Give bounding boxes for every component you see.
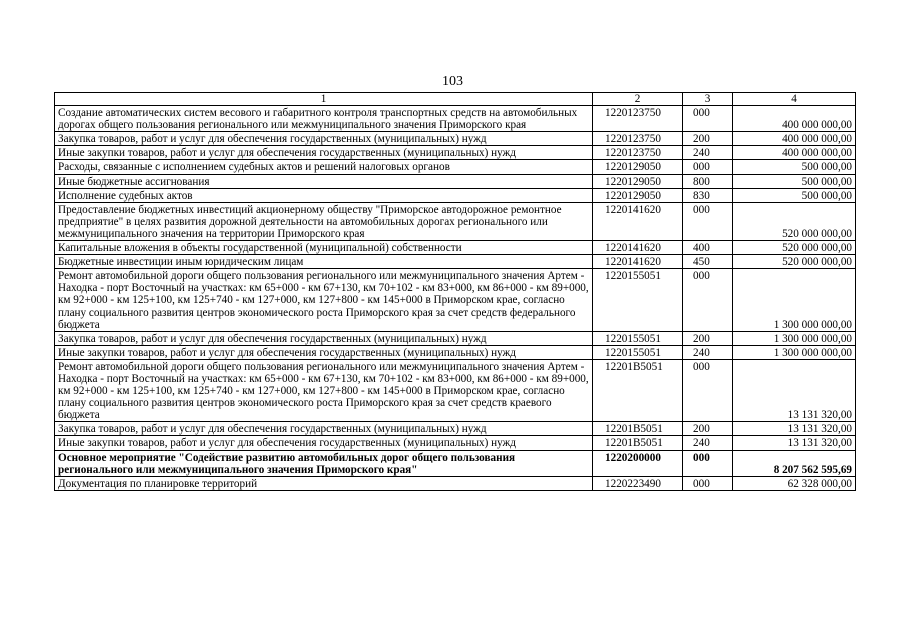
table-header-row <box>55 93 856 106</box>
row-type-cell: 200 <box>683 331 733 345</box>
budget-table-body <box>55 93 856 491</box>
row-name-cell: Исполнение судебных актов <box>55 188 593 202</box>
row-type-cell: 000 <box>683 106 733 132</box>
row-name-cell: Создание автоматических систем весового и габаритного контроля транспортных средств на автомобильных дорогах общего пользования регионального или межмуниципального значения Приморского края <box>55 106 593 132</box>
row-code-cell: 1220223490 <box>593 476 683 490</box>
row-amount-cell: 1 300 000 000,00 <box>733 345 856 359</box>
row-name-cell: Бюджетные инвестиции иным юридическим лицам <box>55 255 593 269</box>
row-type-cell: 830 <box>683 188 733 202</box>
row-amount-cell: 400 000 000,00 <box>733 106 856 132</box>
table-row <box>55 146 856 160</box>
row-type-cell: 240 <box>683 146 733 160</box>
row-code-cell: 12201В5051 <box>593 359 683 421</box>
table-row <box>55 132 856 146</box>
row-code-cell: 1220155051 <box>593 331 683 345</box>
row-name-cell: Расходы, связанные с исполнением судебных актов и решений налоговых органов <box>55 160 593 174</box>
row-amount-cell: 13 131 320,00 <box>733 436 856 450</box>
header-cell-col3: 3 <box>683 93 733 106</box>
row-name-cell: Ремонт автомобильной дороги общего пользования регионального или межмуниципального значения Артем - Находка - порт Восточный на участках: км 65+000 - км 67+130, км 70+102 - км 83+000, км 86+000 - км 89+000, км 92+000 - км 125+100, км 125+740 - км 127+000, км 127+800 - км 145+000 в Приморском крае, согласно плану социального развития центров экономического роста Приморского края за счет средств федерального бюджета <box>55 269 593 331</box>
table-row <box>55 331 856 345</box>
table-row <box>55 188 856 202</box>
row-amount-cell: 520 000 000,00 <box>733 241 856 255</box>
row-type-cell: 000 <box>683 202 733 240</box>
row-name-cell: Иные бюджетные ассигнования <box>55 174 593 188</box>
row-code-cell: 1220123750 <box>593 132 683 146</box>
row-amount-cell: 500 000,00 <box>733 188 856 202</box>
row-type-cell: 240 <box>683 345 733 359</box>
table-row <box>55 359 856 421</box>
row-name-cell: Иные закупки товаров, работ и услуг для обеспечения государственных (муниципальных) нужд <box>55 146 593 160</box>
row-type-cell: 200 <box>683 422 733 436</box>
row-name-cell: Документация по планировке территорий <box>55 476 593 490</box>
row-amount-cell: 1 300 000 000,00 <box>733 331 856 345</box>
row-type-cell: 000 <box>683 359 733 421</box>
row-code-cell: 1220155051 <box>593 269 683 331</box>
row-code-cell: 1220129050 <box>593 188 683 202</box>
row-name-cell: Закупка товаров, работ и услуг для обеспечения государственных (муниципальных) нужд <box>55 331 593 345</box>
header-cell-col4: 4 <box>733 93 856 106</box>
table-row <box>55 436 856 450</box>
row-name-cell: Иные закупки товаров, работ и услуг для обеспечения государственных (муниципальных) нужд <box>55 345 593 359</box>
table-row <box>55 345 856 359</box>
table-row <box>55 422 856 436</box>
row-code-cell: 1220129050 <box>593 174 683 188</box>
row-code-cell: 1220155051 <box>593 345 683 359</box>
table-row <box>55 202 856 240</box>
budget-table <box>54 92 856 491</box>
row-code-cell: 1220123750 <box>593 106 683 132</box>
header-cell-col1: 1 <box>55 93 593 106</box>
row-name-cell: Ремонт автомобильной дороги общего пользования регионального или межмуниципального значения Артем - Находка - порт Восточный на участках: км 65+000 - км 67+130, км 70+102 - км 83+000, км 86+000 - км 89+000, км 92+000 - км 125+100, км 125+740 - км 127+000, км 127+800 - км 145+000 в Приморском крае, согласно плану социального развития центров экономического роста Приморского края за счет средств краевого бюджета <box>55 359 593 421</box>
table-row <box>55 106 856 132</box>
row-type-cell: 400 <box>683 241 733 255</box>
row-amount-cell: 500 000,00 <box>733 160 856 174</box>
row-name-cell: Закупка товаров, работ и услуг для обеспечения государственных (муниципальных) нужд <box>55 422 593 436</box>
row-name-cell: Капитальные вложения в объекты государственной (муниципальной) собственности <box>55 241 593 255</box>
row-code-cell: 12201В5051 <box>593 436 683 450</box>
row-amount-cell: 8 207 562 595,69 <box>733 450 856 476</box>
row-type-cell: 000 <box>683 476 733 490</box>
row-type-cell: 450 <box>683 255 733 269</box>
row-code-cell: 1220200000 <box>593 450 683 476</box>
row-name-cell: Иные закупки товаров, работ и услуг для обеспечения государственных (муниципальных) нужд <box>55 436 593 450</box>
row-amount-cell: 520 000 000,00 <box>733 255 856 269</box>
table-row <box>55 476 856 490</box>
table-row <box>55 269 856 331</box>
row-amount-cell: 13 131 320,00 <box>733 422 856 436</box>
row-code-cell: 1220141620 <box>593 255 683 269</box>
row-code-cell: 1220141620 <box>593 202 683 240</box>
row-name-cell: Основное мероприятие "Содействие развитию автомобильных дорог общего пользования регионального или межмуниципального значения Приморского края" <box>55 450 593 476</box>
table-row <box>55 255 856 269</box>
table-row <box>55 174 856 188</box>
header-cell-col2: 2 <box>593 93 683 106</box>
row-name-cell: Предоставление бюджетных инвестиций акционерному обществу "Приморское автодорожное ремонтное предприятие" в целях развития дорожной деятельности на автомобильных дорогах регионального или межмуниципального значения на территории Приморского края <box>55 202 593 240</box>
row-amount-cell: 13 131 320,00 <box>733 359 856 421</box>
row-code-cell: 1220129050 <box>593 160 683 174</box>
row-amount-cell: 500 000,00 <box>733 174 856 188</box>
row-type-cell: 240 <box>683 436 733 450</box>
row-amount-cell: 400 000 000,00 <box>733 146 856 160</box>
row-type-cell: 200 <box>683 132 733 146</box>
row-amount-cell: 520 000 000,00 <box>733 202 856 240</box>
row-name-cell: Закупка товаров, работ и услуг для обеспечения государственных (муниципальных) нужд <box>55 132 593 146</box>
row-type-cell: 800 <box>683 174 733 188</box>
table-row <box>55 450 856 476</box>
row-code-cell: 1220141620 <box>593 241 683 255</box>
row-type-cell: 000 <box>683 450 733 476</box>
table-row <box>55 160 856 174</box>
row-code-cell: 1220123750 <box>593 146 683 160</box>
row-amount-cell: 400 000 000,00 <box>733 132 856 146</box>
row-amount-cell: 1 300 000 000,00 <box>733 269 856 331</box>
page-number: 103 <box>442 74 463 89</box>
table-row <box>55 241 856 255</box>
row-amount-cell: 62 328 000,00 <box>733 476 856 490</box>
row-code-cell: 12201В5051 <box>593 422 683 436</box>
row-type-cell: 000 <box>683 160 733 174</box>
row-type-cell: 000 <box>683 269 733 331</box>
